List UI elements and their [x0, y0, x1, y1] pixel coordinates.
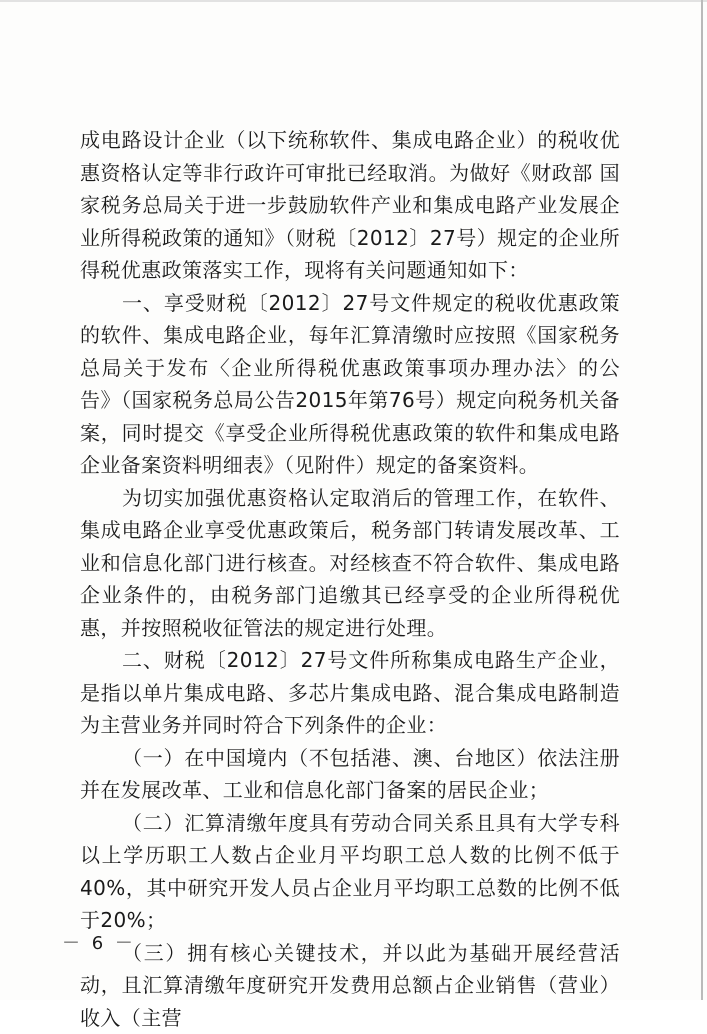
- scan-right-edge: [701, 0, 703, 1000]
- paragraph-condition-3: （三）拥有核心关键技术，并以此为基础开展经营活动，且汇算清缴年度研究开发费用总额占企业销售（营业）收入（主营: [80, 937, 620, 1034]
- document-body: [80, 124, 620, 1034]
- scan-top-edge: [0, 0, 707, 2]
- paragraph-intro-continued: 成电路设计企业（以下统称软件、集成电路企业）的税收优惠资格认定等非行政许可审批已经取消。为做好《财政部 国家税务总局关于进一步鼓励软件产业和集成电路产业发展企业所得税政策的通知》（财税〔2012〕27号）规定的企业所得税优惠政策落实工作，现将有关问题通知如下：: [80, 124, 620, 287]
- page-number: － 6 －: [62, 929, 136, 955]
- paragraph-condition-2: （二）汇算清缴年度具有劳动合同关系且具有大学专科以上学历职工人数占企业月平均职工总人数的比例不低于40%，其中研究开发人员占企业月平均职工总数的比例不低于20%；: [80, 807, 620, 937]
- paragraph-verification: 为切实加强优惠资格认定取消后的管理工作，在软件、集成电路企业享受优惠政策后，税务部门转请发展改革、工业和信息化部门进行核查。对经核查不符合软件、集成电路企业条件的，由税务部门追缴其已经享受的企业所得税优惠，并按照税收征管法的规定进行处理。: [80, 482, 620, 645]
- paragraph-condition-1: （一）在中国境内（不包括港、澳、台地区）依法注册并在发展改革、工业和信息化部门备案的居民企业；: [80, 742, 620, 807]
- paragraph-section-one: 一、享受财税〔2012〕27号文件规定的税收优惠政策的软件、集成电路企业，每年汇算清缴时应按照《国家税务总局关于发布〈企业所得税优惠政策事项办理办法〉的公告》（国家税务总局公告2015年第76号）规定向税务机关备案，同时提交《享受企业所得税优惠政策的软件和集成电路企业备案资料明细表》（见附件）规定的备案资料。: [80, 287, 620, 482]
- paragraph-section-two: 二、财税〔2012〕27号文件所称集成电路生产企业，是指以单片集成电路、多芯片集成电路、混合集成电路制造为主营业务并同时符合下列条件的企业：: [80, 644, 620, 742]
